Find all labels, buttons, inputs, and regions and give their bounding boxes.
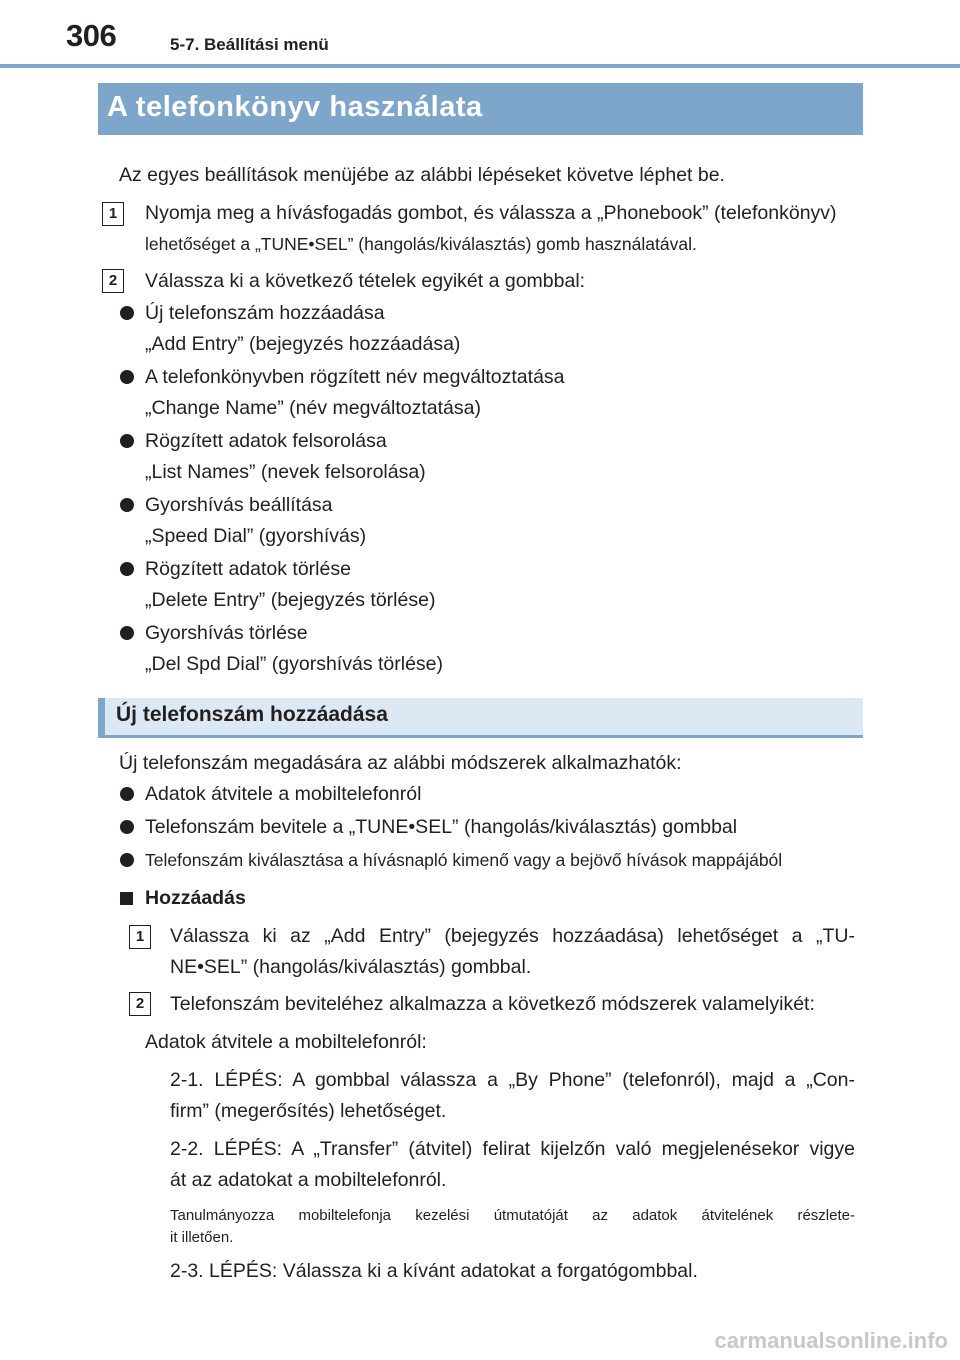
page-number: 306 xyxy=(66,18,117,53)
subsection-header xyxy=(98,698,863,738)
intro-text: Az egyes beállítások menüjébe az alábbi lépéseket követve léphet be. xyxy=(119,164,725,186)
menu-item-sub: „Add Entry” (bejegyzés hozzáadása) xyxy=(145,333,461,355)
step-number: 2 xyxy=(129,992,151,1016)
sub-step-text: firm” (megerősítés) lehetőséget. xyxy=(170,1100,447,1122)
step-number: 1 xyxy=(102,202,124,226)
step-number: 2 xyxy=(102,269,124,293)
step-text: lehetőséget a „TUNE•SEL” (hangolás/kiválasztás) gomb használatával. xyxy=(145,234,697,254)
step-text: Telefonszám beviteléhez alkalmazza a következő módszerek valamelyikét: xyxy=(170,993,815,1015)
method-item: Telefonszám kiválasztása a hívásnapló kimenő vagy a bejövő hívások mappájából xyxy=(145,850,783,870)
step-text: NE•SEL” (hangolás/kiválasztás) gombbal. xyxy=(170,956,532,978)
bullet-icon xyxy=(120,626,134,640)
step-text: Válassza ki az „Add Entry” (bejegyzés hozzáadása) lehetőséget a „TU- xyxy=(170,925,855,947)
menu-item-sub: „Del Spd Dial” (gyorshívás törlése) xyxy=(145,653,444,675)
section-title-bar xyxy=(98,83,863,135)
bullet-icon xyxy=(120,787,134,801)
watermark: carmanualsonline.info xyxy=(714,1328,948,1353)
step-text: Válassza ki a következő tételek egyikét a gombbal: xyxy=(145,270,586,292)
sub-step-text: 2-3. LÉPÉS: Válassza ki a kívánt adatokat a forgatógombbal. xyxy=(170,1260,698,1282)
method-item: Telefonszám bevitele a „TUNE•SEL” (hangolás/kiválasztás) gombbal xyxy=(145,816,738,838)
section-intro: Új telefonszám megadására az alábbi módszerek alkalmazhatók: xyxy=(119,752,682,774)
menu-item-label: Gyorshívás törlése xyxy=(145,622,308,644)
method-item: Adatok átvitele a mobiltelefonról xyxy=(145,783,422,805)
page-title: A telefonkönyv használata xyxy=(107,91,483,123)
bullet-icon xyxy=(120,498,134,512)
sub-step-text: át az adatokat a mobiltelefonról. xyxy=(170,1169,447,1191)
header-divider xyxy=(0,64,960,68)
menu-item-sub: „Delete Entry” (bejegyzés törlése) xyxy=(145,589,436,611)
sub-step-text: 2-2. LÉPÉS: A „Transfer” (átvitel) felirat kijelzőn való megjelenésekor vigye xyxy=(170,1138,855,1160)
step-number: 1 xyxy=(129,925,151,949)
note-text: it illetően. xyxy=(170,1229,234,1246)
bullet-icon xyxy=(120,562,134,576)
bullet-icon xyxy=(120,820,134,834)
bullet-icon xyxy=(120,853,134,867)
menu-item-label: Rögzített adatok törlése xyxy=(145,558,351,580)
bullet-icon xyxy=(120,306,134,320)
square-bullet-icon xyxy=(120,892,133,905)
menu-item-label: A telefonkönyvben rögzített név megváltoztatása xyxy=(145,366,565,388)
bullet-icon xyxy=(120,370,134,384)
subheading: Hozzáadás xyxy=(145,887,246,909)
menu-item-sub: „List Names” (nevek felsorolása) xyxy=(145,461,426,483)
menu-item-sub: „Speed Dial” (gyorshívás) xyxy=(145,525,367,547)
bullet-icon xyxy=(120,434,134,448)
step-text: Nyomja meg a hívásfogadás gombot, és válassza a „Phonebook” (telefonkönyv) xyxy=(145,202,837,224)
transfer-label: Adatok átvitele a mobiltelefonról: xyxy=(145,1031,427,1053)
sub-step-text: 2-1. LÉPÉS: A gombbal válassza a „By Phone” (telefonról), majd a „Con- xyxy=(170,1069,855,1091)
note-text: Tanulmányozza mobiltelefonja kezelési útmutatóját az adatok átvitelének részlete- xyxy=(170,1207,855,1224)
menu-item-label: Új telefonszám hozzáadása xyxy=(145,302,385,324)
menu-item-label: Gyorshívás beállítása xyxy=(145,494,333,516)
section-accent xyxy=(98,698,105,738)
menu-item-sub: „Change Name” (név megváltoztatása) xyxy=(145,397,481,419)
menu-item-label: Rögzített adatok felsorolása xyxy=(145,430,387,452)
chapter-title: 5-7. Beállítási menü xyxy=(170,35,329,54)
subsection-title: Új telefonszám hozzáadása xyxy=(116,703,388,726)
